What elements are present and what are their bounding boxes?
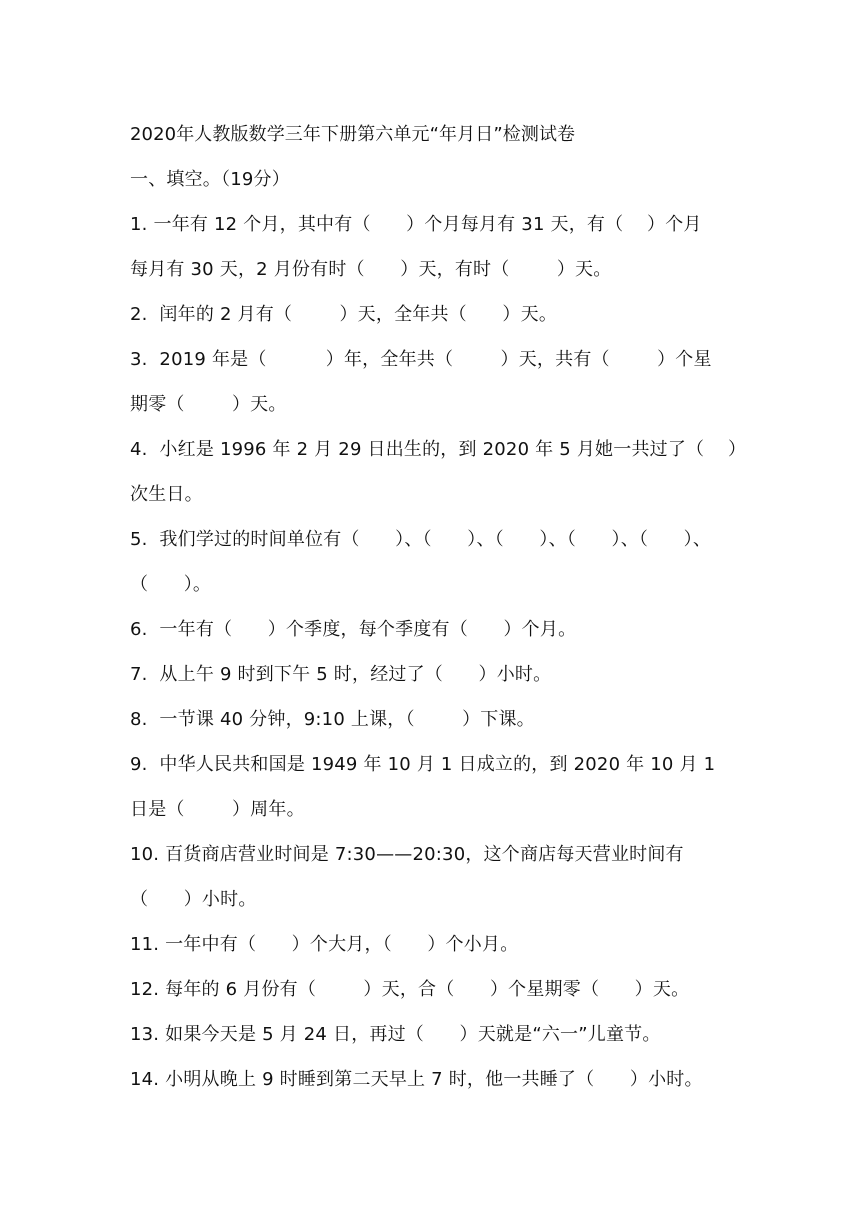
question-line: 期零（ ）天。	[130, 394, 287, 415]
question-line: 8. 一节课 40 分钟，9:10 上课，（ ）下课。	[130, 709, 535, 730]
question-line: 次生日。	[130, 484, 203, 505]
question-line: 14. 小明从晚上 9 时睡到第二天早上 7 时，他一共睡了（ ）小时。	[130, 1069, 703, 1090]
question-line: 11. 一年中有（ ）个大月，（ ）个小月。	[130, 934, 519, 955]
question-line: 7. 从上午 9 时到下午 5 时，经过了（ ）小时。	[130, 664, 552, 685]
question-line: 每月有 30 天，2 月份有时（ ）天，有时（ ）天。	[130, 259, 612, 280]
question-line: （ ）。	[130, 574, 212, 595]
question-line: 5. 我们学过的时间单位有（ ）、（ ）、（ ）、（ ）、（ ）、	[130, 529, 712, 550]
question-line: 12. 每年的 6 月份有（ ）天，合（ ）个星期零（ ）天。	[130, 979, 690, 1000]
document-title: 2020年人教版数学三年下册第六单元“年月日”检测试卷	[130, 124, 576, 145]
question-line: （ ）小时。	[130, 889, 257, 910]
question-line: 3. 2019 年是（ ）年，全年共（ ）天，共有（ ）个星	[130, 349, 712, 370]
question-line: 10. 百货商店营业时间是 7:30——20:30，这个商店每天营业时间有	[130, 844, 684, 865]
question-line: 日是（ ）周年。	[130, 799, 305, 820]
document-content	[130, 112, 747, 1102]
question-line: 1. 一年有 12 个月，其中有（ ）个月每月有 31 天，有（ ）个月	[130, 214, 702, 235]
question-line: 9. 中华人民共和国是 1949 年 10 月 1 日成立的，到 2020 年 10 月 1	[130, 754, 716, 775]
question-line: 13. 如果今天是 5 月 24 日，再过（ ）天就是“六一”儿童节。	[130, 1024, 661, 1045]
question-line: 2. 闰年的 2 月有（ ）天，全年共（ ）天。	[130, 304, 558, 325]
section-heading: 一、填空。（19分）	[130, 169, 290, 190]
question-line: 6. 一年有（ ）个季度，每个季度有（ ）个月。	[130, 619, 577, 640]
question-line: 4. 小红是 1996 年 2 月 29 日出生的，到 2020 年 5 月她一共过了（ ）	[130, 439, 747, 460]
